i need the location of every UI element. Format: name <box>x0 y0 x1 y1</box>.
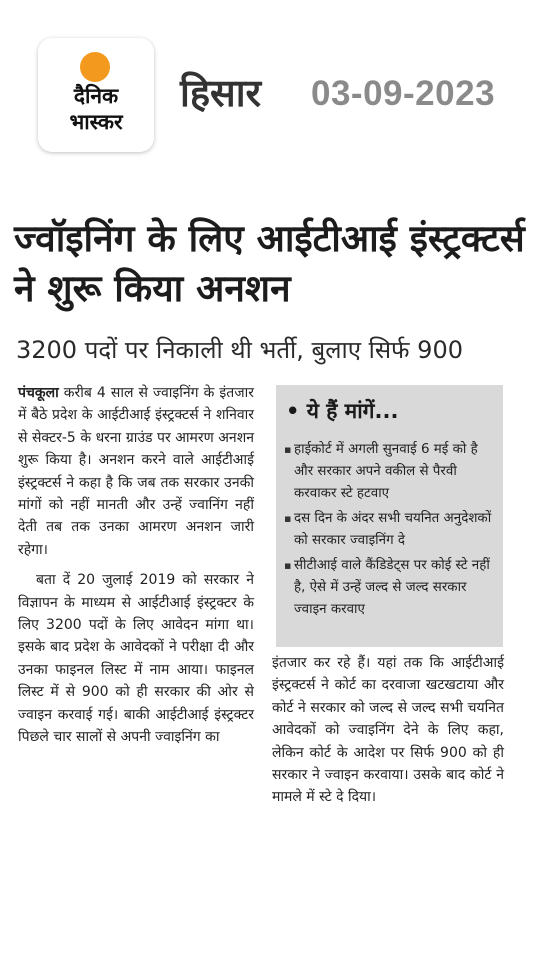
demand-item: ▪ सीटीआई वाले कैंडिडेट्स पर कोई स्टे नहीं है, ऐसे में उन्हें जल्द से जल्द सरकार ज्वाइन करवाए <box>284 555 496 621</box>
sun-logo-icon <box>80 52 110 82</box>
article-headline: ज्वॉइनिंग के लिए आईटीआई इंस्ट्रक्टर्स ने शुरू किया अनशन <box>14 217 525 310</box>
dateline: पंचकूला <box>18 385 59 401</box>
demand-item: ▪ दस दिन के अंदर सभी चयनित अनुदेशकों को सरकार ज्वाइनिंग दे <box>284 508 496 552</box>
demands-list <box>284 439 496 624</box>
article-subheadline: 3200 पदों पर निकाली थी भर्ती, बुलाए सिर्फ 900 <box>16 336 463 364</box>
article-paragraph-3: इंतजार कर रहे हैं। यहां तक कि आईटीआई इंस्ट्रक्टर्स ने कोर्ट का दरवाजा खटखटाया और कोर्ट ने सरकार को जल्द से जल्द सभी चयनित आवेदकों को ज्वाइनिंग देने के लिए कहा, लेकिन कोर्ट के आदेश पर सिर्फ 900 को ही सरकार ने ज्वाइन करवाया। उसके बाद कोर्ट ने मामले में स्टे दे दिया। <box>272 655 504 806</box>
article-paragraph-1 <box>18 382 254 561</box>
article-paragraph-2: बता दें 20 जुलाई 2019 को सरकार ने विज्ञापन के माध्यम से आईटीआई इंस्ट्रक्टर के लिए 3200 पदों के लिए आवेदन मांगा था। इसके बाद प्रदेश के आवेदकों ने परीक्षा दी और उनका फाइनल लिस्ट में नाम आया। फाइनल लिस्ट में से 900 को ही सरकार की ओर से ज्वाइन करवाई गई। बाकी आईटीआई इंस्ट्रक्टर पिछले चार सालों से अपनी ज्वाइनिंग का <box>18 572 254 746</box>
edition-city: हिसार <box>180 71 262 115</box>
demands-box <box>276 382 503 647</box>
logo-text-line2: भास्कर <box>69 110 123 134</box>
article-column-right <box>272 652 504 817</box>
demands-title: • ये हैं मांगें... <box>286 399 399 423</box>
logo-text-line1: दैनिक <box>73 84 119 108</box>
article-column-left <box>18 382 254 757</box>
paragraph-1-text: करीब 4 साल से ज्वाइनिंग के इंतजार में बैठे प्रदेश के आईटीआई इंस्ट्रक्टर्स ने शनिवार से सेक्टर-5 के धरना ग्राउंड पर आमरण अनशन शुरू किया है। अनशन करने वाले आईटीआई इंस्ट्रक्टर्स ने कहा है कि जब तक सरकार उनकी मांगों को नहीं मानती और उन्हें ज्वानिंग नहीं देती तब तक उनका आमरण अनशन जारी रहेगा। <box>18 385 254 558</box>
dainik-bhaskar-logo <box>38 38 154 152</box>
demand-item: ▪ हाईकोर्ट में अगली सुनवाई 6 मई को है और सरकार अपने वकील से पैरवी करवाकर स्टे हटवाए <box>284 439 496 505</box>
edition-date: 03-09-2023 <box>311 74 496 113</box>
